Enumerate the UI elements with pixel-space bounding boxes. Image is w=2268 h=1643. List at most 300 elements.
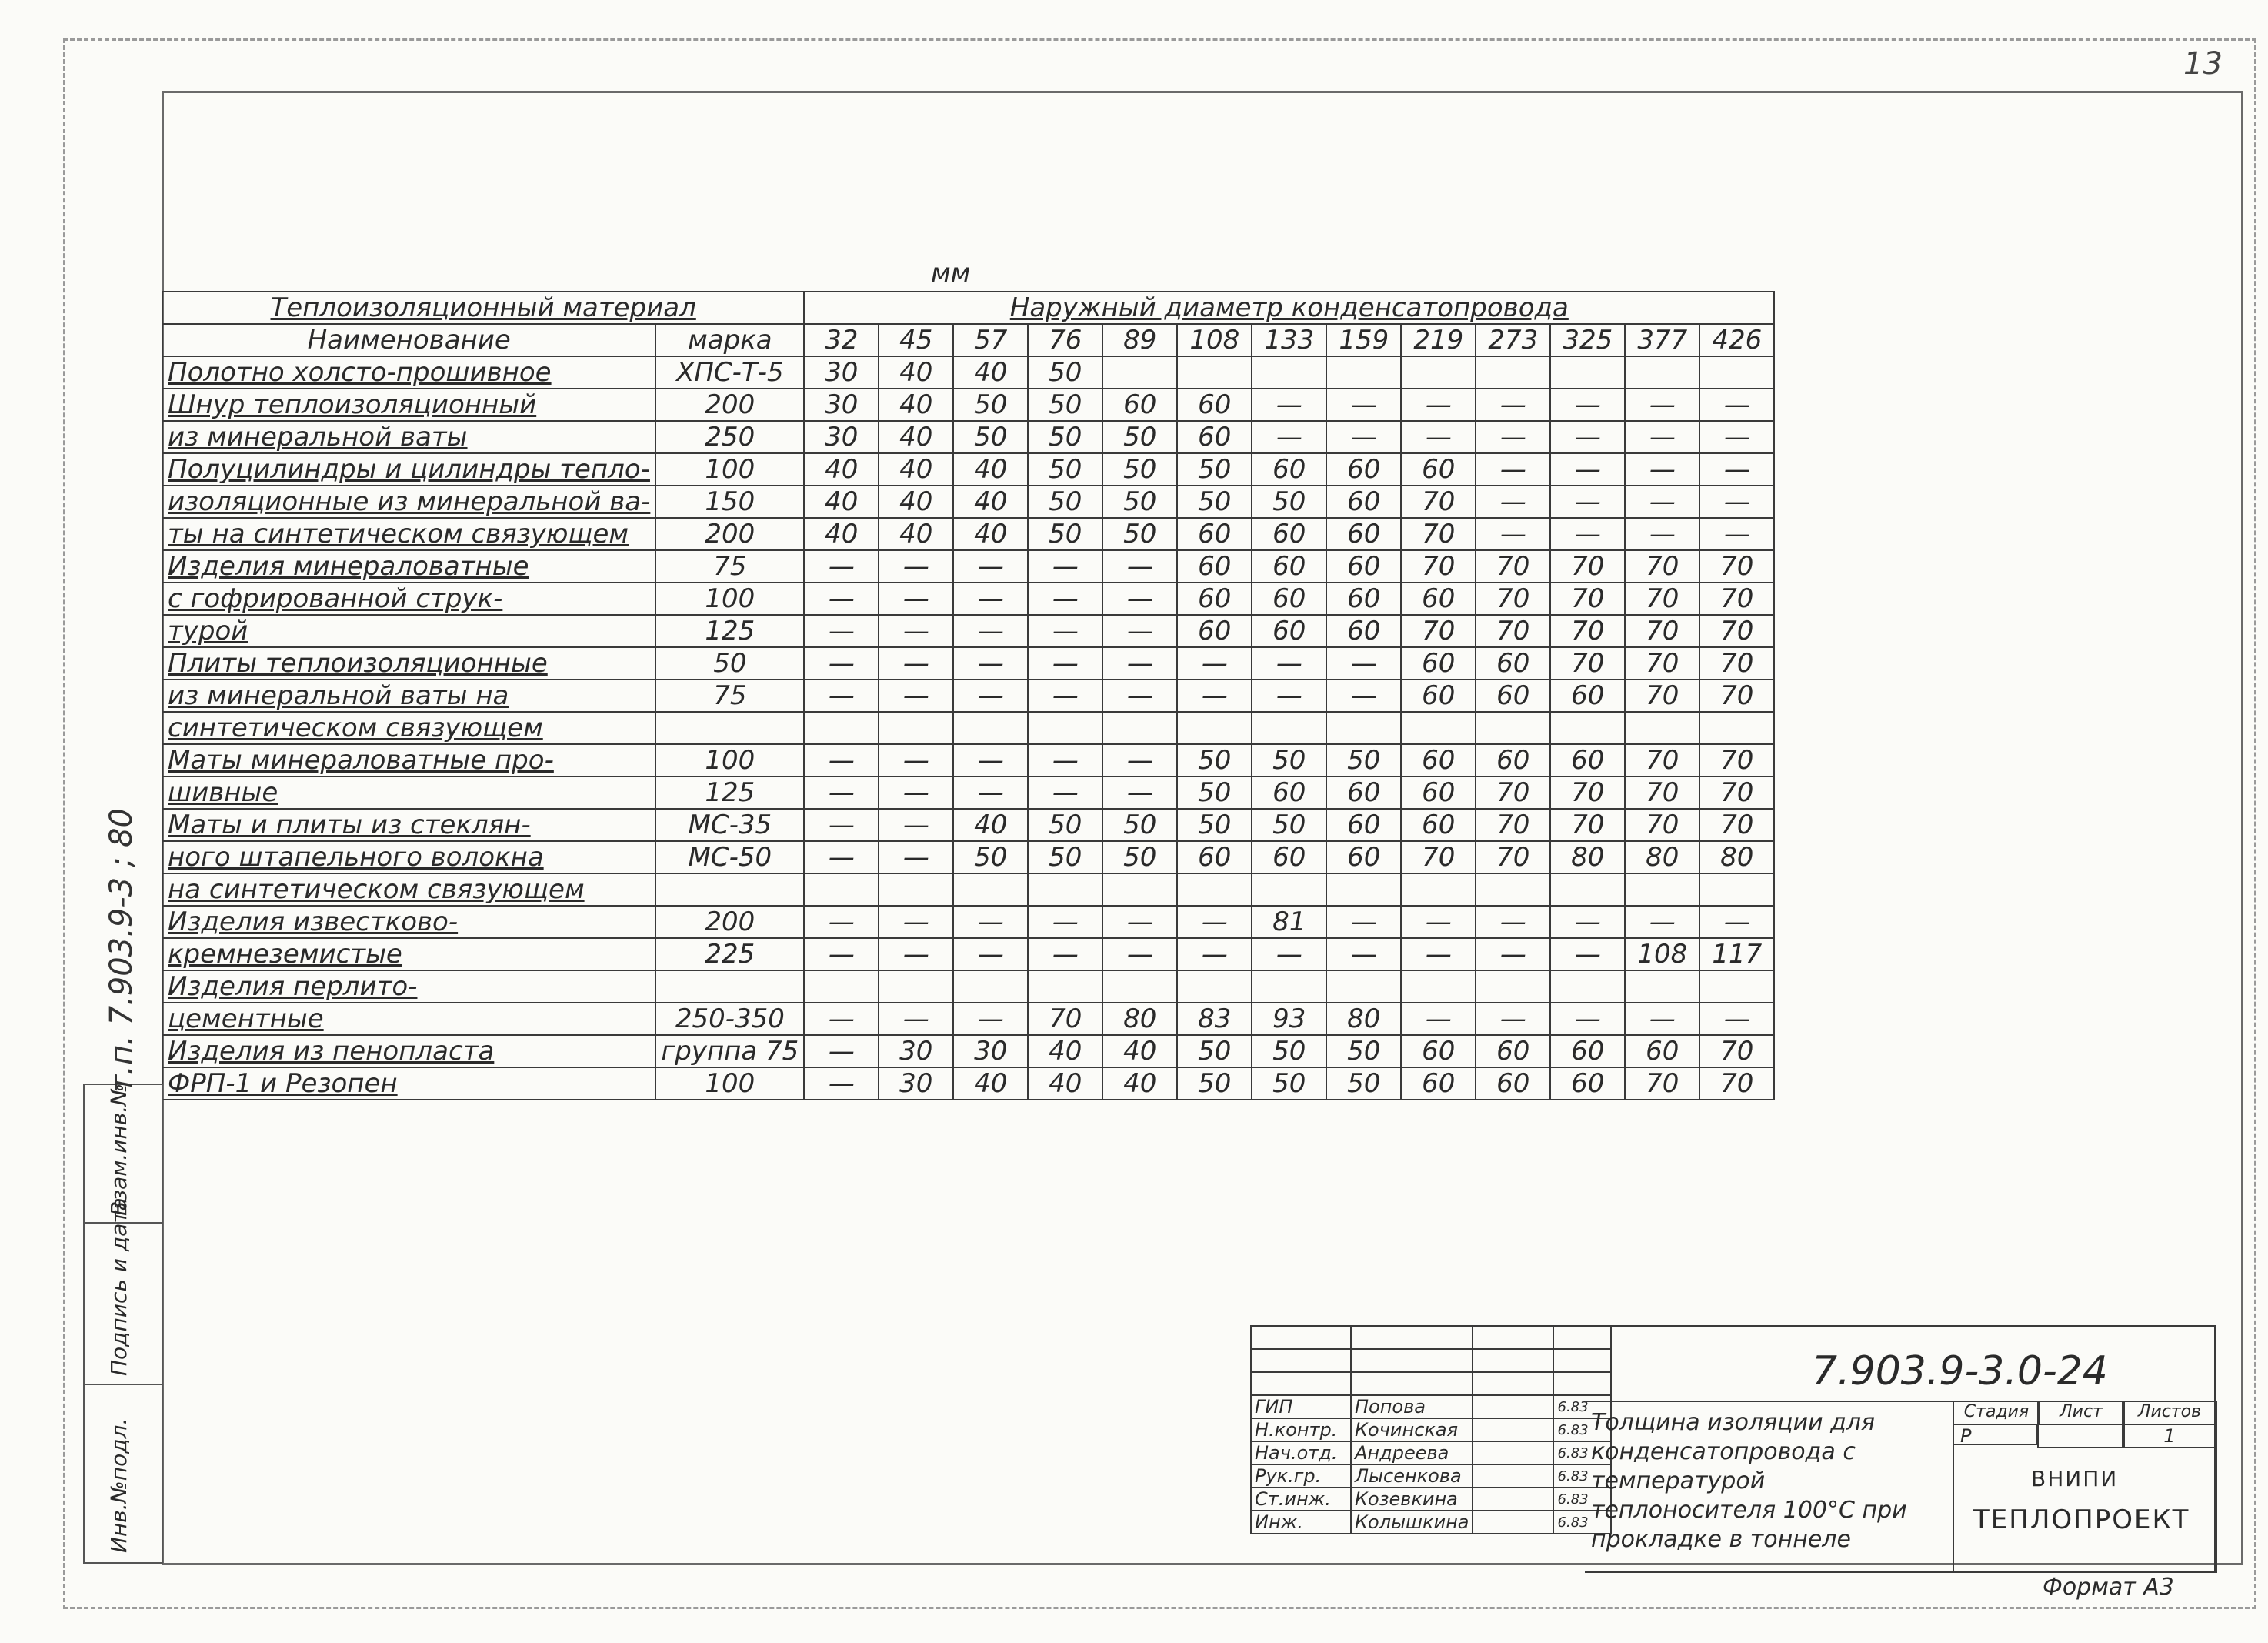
thickness-cell: 60 [1177, 841, 1252, 873]
thickness-cell: — [1177, 938, 1252, 970]
thickness-cell: 50 [1102, 453, 1177, 486]
thickness-cell: — [1102, 680, 1177, 712]
thickness-cell: — [1476, 453, 1550, 486]
thickness-cell: — [1102, 615, 1177, 647]
thickness-cell: 50 [1252, 809, 1326, 841]
material-mark [655, 970, 804, 1003]
thickness-cell: 60 [1550, 1035, 1625, 1067]
thickness-cell: 40 [953, 1067, 1028, 1100]
thickness-cell: 60 [1326, 550, 1401, 583]
thickness-cell: — [1550, 1003, 1625, 1035]
material-name: Маты минераловатные про- [162, 744, 655, 776]
thickness-cell: 70 [1625, 647, 1699, 680]
thickness-cell [879, 970, 953, 1003]
material-mark: 200 [655, 389, 804, 421]
thickness-cell: — [879, 550, 953, 583]
signer-role: Ст.инж. [1251, 1488, 1351, 1511]
thickness-cell: 70 [1401, 550, 1476, 583]
registration-strip [83, 1084, 163, 1564]
thickness-cell: 60 [1625, 1035, 1699, 1067]
stage-value: Р [1953, 1424, 2037, 1445]
table-row [162, 1067, 1774, 1100]
thickness-cell: 60 [1550, 680, 1625, 712]
thickness-cell: 70 [1699, 776, 1774, 809]
diameter-header: 325 [1550, 324, 1625, 356]
thickness-cell: — [1102, 583, 1177, 615]
thickness-cell: 70 [1550, 647, 1625, 680]
thickness-cell: — [1102, 776, 1177, 809]
signer-date: 6.83 [1553, 1395, 1611, 1418]
thickness-cell: 60 [1252, 841, 1326, 873]
blank-cell [1251, 1372, 1351, 1395]
thickness-cell [1102, 356, 1177, 389]
strip-cell-signature [85, 1197, 162, 1385]
sheet-value [2037, 1424, 2125, 1448]
thickness-cell: — [1699, 486, 1774, 518]
thickness-cell: — [953, 1003, 1028, 1035]
material-mark: 125 [655, 776, 804, 809]
blank-cell [1251, 1349, 1351, 1372]
thickness-cell [1550, 712, 1625, 744]
thickness-cell: — [879, 1003, 953, 1035]
thickness-cell: 70 [1550, 615, 1625, 647]
thickness-cell: — [879, 647, 953, 680]
signer-name: Колышкина [1351, 1511, 1473, 1534]
side-document-code: т.п. 7.903.9-3 ; 80 [104, 808, 139, 1093]
thickness-cell: 30 [953, 1035, 1028, 1067]
signer-name: Попова [1351, 1395, 1473, 1418]
thickness-cell: 70 [1550, 550, 1625, 583]
blank-cell [1473, 1349, 1553, 1372]
signer-row [1251, 1441, 1611, 1464]
thickness-cell: — [1699, 518, 1774, 550]
thickness-cell: — [804, 1003, 879, 1035]
thickness-cell: 60 [1401, 776, 1476, 809]
thickness-cell: 70 [1699, 550, 1774, 583]
thickness-cell [804, 873, 879, 906]
thickness-cell: — [1326, 647, 1401, 680]
thickness-cell: 60 [1252, 453, 1326, 486]
table-row [162, 744, 1774, 776]
thickness-cell: 60 [1252, 776, 1326, 809]
thickness-cell: 70 [1476, 583, 1550, 615]
material-name: с гофрированной струк- [162, 583, 655, 615]
thickness-cell: 70 [1476, 776, 1550, 809]
thickness-cell: — [1177, 647, 1252, 680]
thickness-cell: 50 [953, 841, 1028, 873]
material-name: синтетическом связующем [162, 712, 655, 744]
thickness-cell: 50 [1177, 776, 1252, 809]
thickness-cell [953, 712, 1028, 744]
thickness-cell: — [953, 776, 1028, 809]
thickness-cell [1326, 970, 1401, 1003]
thickness-cell: — [804, 550, 879, 583]
thickness-cell: — [1401, 1003, 1476, 1035]
thickness-cell: 60 [1326, 453, 1401, 486]
thickness-cell: — [953, 615, 1028, 647]
thickness-cell: 70 [1401, 615, 1476, 647]
sheets-label: Листов [2122, 1401, 2217, 1425]
material-mark: 250-350 [655, 1003, 804, 1035]
thickness-cell: 50 [1252, 1067, 1326, 1100]
thickness-cell: — [1326, 421, 1401, 453]
thickness-cell: 40 [953, 518, 1028, 550]
thickness-cell: — [804, 776, 879, 809]
thickness-cell: 40 [879, 518, 953, 550]
thickness-cell: 60 [1550, 1067, 1625, 1100]
thickness-cell [1625, 970, 1699, 1003]
thickness-cell: — [1625, 1003, 1699, 1035]
table-row [162, 809, 1774, 841]
material-mark: 250 [655, 421, 804, 453]
thickness-cell: 70 [1625, 550, 1699, 583]
thickness-cell [1401, 970, 1476, 1003]
thickness-cell: — [1550, 389, 1625, 421]
material-name: Полотно холсто-прошивное [162, 356, 655, 389]
diameter-header: 76 [1028, 324, 1102, 356]
thickness-cell: 70 [1699, 615, 1774, 647]
thickness-cell: 30 [879, 1035, 953, 1067]
thickness-cell [1102, 873, 1177, 906]
thickness-cell: — [1476, 389, 1550, 421]
thickness-cell: 50 [1102, 486, 1177, 518]
thickness-cell: 60 [1102, 389, 1177, 421]
thickness-cell [953, 970, 1028, 1003]
thickness-cell: — [1699, 1003, 1774, 1035]
table-row [162, 389, 1774, 421]
thickness-cell: — [953, 583, 1028, 615]
thickness-cell: 30 [804, 389, 879, 421]
thickness-cell: — [804, 583, 879, 615]
table-row [162, 518, 1774, 550]
thickness-cell: 70 [1401, 486, 1476, 518]
thickness-cell: — [1028, 550, 1102, 583]
signer-date: 6.83 [1553, 1488, 1611, 1511]
thickness-cell: 50 [1028, 809, 1102, 841]
thickness-cell: 50 [1177, 1067, 1252, 1100]
thickness-cell: 60 [1252, 518, 1326, 550]
thickness-cell: 60 [1326, 776, 1401, 809]
thickness-cell: 60 [1326, 486, 1401, 518]
thickness-cell: — [1476, 938, 1550, 970]
thickness-cell: — [1699, 906, 1774, 938]
blank-cell [1351, 1372, 1473, 1395]
thickness-cell: 60 [1252, 583, 1326, 615]
document-title: Толщина изоляции для конденсатопровода с температурой теплоносителя 100°С при прокладке в тоннеле [1591, 1409, 1907, 1553]
thickness-cell: 60 [1476, 1067, 1550, 1100]
thickness-cell [879, 712, 953, 744]
thickness-cell: 50 [1028, 518, 1102, 550]
material-mark: 100 [655, 744, 804, 776]
thickness-cell: 50 [1252, 744, 1326, 776]
thickness-cell: — [879, 583, 953, 615]
thickness-cell: 50 [1028, 421, 1102, 453]
thickness-cell: — [1028, 906, 1102, 938]
thickness-cell [1326, 873, 1401, 906]
thickness-cell: 70 [1625, 583, 1699, 615]
thickness-cell: 117 [1699, 938, 1774, 970]
thickness-cell: — [1476, 518, 1550, 550]
thickness-cell: 60 [1177, 550, 1252, 583]
thickness-cell: 60 [1177, 583, 1252, 615]
thickness-cell: 60 [1401, 744, 1476, 776]
thickness-cell [1476, 356, 1550, 389]
blank-row [1251, 1326, 1611, 1349]
thickness-cell: — [953, 550, 1028, 583]
thickness-cell: — [1028, 583, 1102, 615]
signature [1473, 1395, 1553, 1418]
thickness-cell: 40 [879, 453, 953, 486]
thickness-cell: 40 [804, 453, 879, 486]
thickness-cell: — [879, 938, 953, 970]
diameter-header: 32 [804, 324, 879, 356]
blank-cell [1473, 1326, 1553, 1349]
thickness-cell: — [1550, 421, 1625, 453]
thickness-cell: 50 [1102, 841, 1177, 873]
document-code: 7.903.9-3.0-24 [1812, 1348, 2108, 1394]
thickness-cell: — [1476, 1003, 1550, 1035]
thickness-cell: 40 [879, 356, 953, 389]
thickness-cell [1401, 873, 1476, 906]
thickness-cell: 40 [879, 389, 953, 421]
material-mark: МС-35 [655, 809, 804, 841]
thickness-cell: 70 [1625, 1067, 1699, 1100]
thickness-cell: 30 [804, 356, 879, 389]
material-mark: 75 [655, 680, 804, 712]
thickness-cell [1102, 970, 1177, 1003]
thickness-cell [1550, 356, 1625, 389]
thickness-cell: 70 [1476, 809, 1550, 841]
material-name: Изделия перлито- [162, 970, 655, 1003]
thickness-cell: — [1625, 421, 1699, 453]
material-mark [655, 712, 804, 744]
organization-line2: ТЕПЛОПРОЕКТ [1973, 1504, 2190, 1535]
thickness-cell: — [1252, 680, 1326, 712]
thickness-cell [1177, 712, 1252, 744]
thickness-cell: — [1699, 421, 1774, 453]
thickness-cell: — [1326, 938, 1401, 970]
diameter-header: 89 [1102, 324, 1177, 356]
blank-cell [1351, 1349, 1473, 1372]
table-row [162, 841, 1774, 873]
thickness-cell: — [1028, 680, 1102, 712]
thickness-cell: 60 [1401, 647, 1476, 680]
blank-cell [1351, 1326, 1473, 1349]
thickness-cell: 70 [1625, 776, 1699, 809]
table-row [162, 356, 1774, 389]
signer-date: 6.83 [1553, 1464, 1611, 1488]
thickness-cell: — [1699, 389, 1774, 421]
signer-row [1251, 1395, 1611, 1418]
thickness-cell: — [1699, 453, 1774, 486]
strip-cell-inventory [85, 1384, 162, 1559]
thickness-cell: 50 [1177, 1035, 1252, 1067]
thickness-cell: 60 [1476, 647, 1550, 680]
thickness-cell: 70 [1625, 744, 1699, 776]
thickness-cell: 70 [1476, 615, 1550, 647]
thickness-cell: — [1252, 647, 1326, 680]
thickness-cell: 40 [1102, 1035, 1177, 1067]
units-label: мм [931, 258, 971, 289]
thickness-cell: — [879, 809, 953, 841]
signer-name: Козевкина [1351, 1488, 1473, 1511]
thickness-cell: — [879, 906, 953, 938]
thickness-cell [1550, 873, 1625, 906]
thickness-cell: — [1550, 938, 1625, 970]
material-name: Полуцилиндры и цилиндры тепло- [162, 453, 655, 486]
diameter-header: 426 [1699, 324, 1774, 356]
strip-label-signature: Подпись и дата [106, 1197, 132, 1376]
thickness-cell: 60 [1177, 389, 1252, 421]
thickness-cell: — [1625, 906, 1699, 938]
insulation-thickness-table [162, 291, 1775, 1100]
thickness-cell: 60 [1326, 615, 1401, 647]
thickness-cell: 70 [1550, 776, 1625, 809]
thickness-cell [1476, 970, 1550, 1003]
thickness-cell: 70 [1625, 615, 1699, 647]
table-row [162, 776, 1774, 809]
material-name: Изделия минераловатные [162, 550, 655, 583]
signer-role: ГИП [1251, 1395, 1351, 1418]
thickness-cell [1028, 712, 1102, 744]
signature-table [1250, 1325, 1612, 1534]
thickness-cell: 50 [1177, 486, 1252, 518]
signer-row [1251, 1488, 1611, 1511]
table-row [162, 680, 1774, 712]
header-material: Теплоизоляционный материал [162, 292, 804, 324]
table-row [162, 1003, 1774, 1035]
thickness-cell: 80 [1625, 841, 1699, 873]
thickness-cell [1699, 356, 1774, 389]
thickness-cell: — [953, 680, 1028, 712]
thickness-cell [804, 970, 879, 1003]
material-mark: 50 [655, 647, 804, 680]
thickness-cell: — [804, 809, 879, 841]
thickness-cell: — [1102, 744, 1177, 776]
thickness-cell: 60 [1476, 680, 1550, 712]
thickness-cell [1699, 970, 1774, 1003]
table-row [162, 938, 1774, 970]
diameter-header: 159 [1326, 324, 1401, 356]
thickness-cell: — [879, 744, 953, 776]
thickness-cell: 60 [1252, 615, 1326, 647]
thickness-cell: — [1028, 744, 1102, 776]
thickness-cell: 70 [1476, 841, 1550, 873]
material-name: из минеральной ваты [162, 421, 655, 453]
thickness-cell: 50 [1028, 841, 1102, 873]
thickness-cell [1252, 712, 1326, 744]
thickness-cell: 80 [1326, 1003, 1401, 1035]
material-mark: группа 75 [655, 1035, 804, 1067]
thickness-cell: — [1476, 486, 1550, 518]
thickness-cell: — [804, 647, 879, 680]
thickness-cell: 60 [1401, 1035, 1476, 1067]
thickness-cell: 50 [953, 389, 1028, 421]
thickness-cell [1028, 873, 1102, 906]
thickness-cell: 80 [1102, 1003, 1177, 1035]
thickness-cell: 70 [1699, 583, 1774, 615]
table-row [162, 583, 1774, 615]
thickness-cell: — [1177, 680, 1252, 712]
material-name: турой [162, 615, 655, 647]
thickness-cell: 50 [1028, 356, 1102, 389]
thickness-cell: — [804, 906, 879, 938]
thickness-cell: 60 [1177, 518, 1252, 550]
thickness-cell [1252, 873, 1326, 906]
thickness-cell: 60 [1550, 744, 1625, 776]
thickness-cell: — [953, 938, 1028, 970]
thickness-cell [1177, 873, 1252, 906]
thickness-cell [1252, 970, 1326, 1003]
diameter-header: 57 [953, 324, 1028, 356]
thickness-cell: — [1102, 550, 1177, 583]
thickness-cell: — [1326, 906, 1401, 938]
thickness-cell: — [1252, 938, 1326, 970]
thickness-cell: — [804, 841, 879, 873]
table-row [162, 970, 1774, 1003]
table-row [162, 550, 1774, 583]
thickness-cell [953, 873, 1028, 906]
signature [1473, 1464, 1553, 1488]
diameter-header: 45 [879, 324, 953, 356]
material-name: шивные [162, 776, 655, 809]
thickness-cell: 60 [1252, 550, 1326, 583]
thickness-cell [1326, 712, 1401, 744]
thickness-cell: 83 [1177, 1003, 1252, 1035]
thickness-cell: 70 [1699, 1067, 1774, 1100]
thickness-cell: — [1401, 938, 1476, 970]
table-row [162, 421, 1774, 453]
thickness-cell: 70 [1401, 518, 1476, 550]
signer-row [1251, 1464, 1611, 1488]
thickness-cell: 60 [1401, 1067, 1476, 1100]
thickness-cell: 40 [804, 518, 879, 550]
thickness-cell [879, 873, 953, 906]
material-name: Маты и плиты из стеклян- [162, 809, 655, 841]
thickness-cell: 30 [804, 421, 879, 453]
thickness-cell: 50 [1252, 486, 1326, 518]
thickness-cell: — [1028, 647, 1102, 680]
material-name: ФРП-1 и Резопен [162, 1067, 655, 1100]
signer-role: Рук.гр. [1251, 1464, 1351, 1488]
thickness-cell: 30 [879, 1067, 953, 1100]
thickness-cell: — [1625, 486, 1699, 518]
sheets-value: 1 [2122, 1424, 2217, 1448]
material-name: цементные [162, 1003, 655, 1035]
thickness-cell: 50 [1028, 453, 1102, 486]
signature [1473, 1441, 1553, 1464]
thickness-cell [1401, 712, 1476, 744]
thickness-cell: — [1401, 906, 1476, 938]
thickness-cell: 80 [1699, 841, 1774, 873]
thickness-cell: — [879, 841, 953, 873]
thickness-cell: 70 [1550, 583, 1625, 615]
thickness-cell [1625, 712, 1699, 744]
thickness-cell: 50 [1028, 486, 1102, 518]
thickness-cell: — [953, 906, 1028, 938]
thickness-cell: 40 [804, 486, 879, 518]
thickness-cell [1625, 356, 1699, 389]
thickness-cell: — [1625, 453, 1699, 486]
thickness-cell: 40 [879, 486, 953, 518]
table-row [162, 712, 1774, 744]
signer-role: Н.контр. [1251, 1418, 1351, 1441]
thickness-cell [1550, 970, 1625, 1003]
thickness-cell [1252, 356, 1326, 389]
material-mark: 100 [655, 583, 804, 615]
thickness-cell: 93 [1252, 1003, 1326, 1035]
thickness-cell: 50 [1326, 1035, 1401, 1067]
